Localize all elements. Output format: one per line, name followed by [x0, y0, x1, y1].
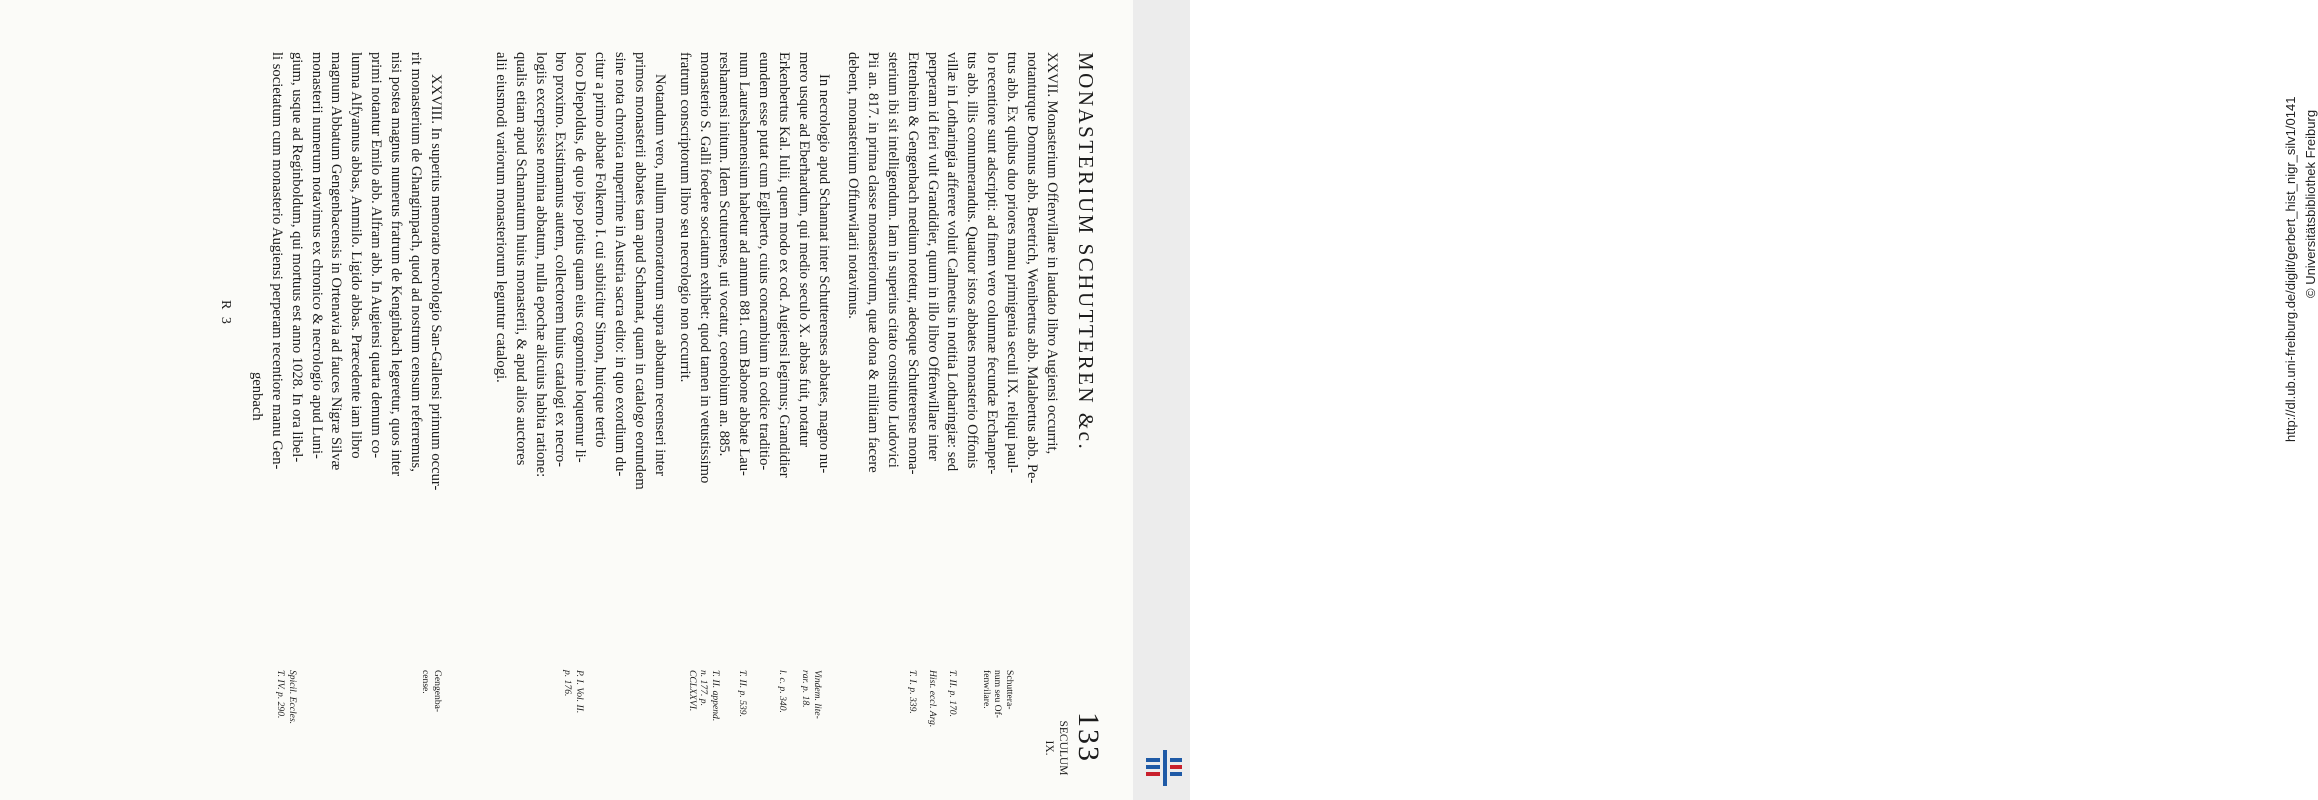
text-line: XXVIII. In superius memorato necrologio San-Gallensi primum occur- [428, 74, 444, 491]
note-line: Spicil. Eccles. [287, 670, 298, 725]
note-line: p. 176. [562, 670, 574, 697]
text-line: loco Diepoldus, de quo ipso potius quam eius cognomine loquemur li- [572, 52, 589, 463]
margin-note: T. I. p. 339. [907, 670, 918, 714]
text-line: XXVII. Monasterium Offenvillare in laudato libro Augiensi occurrit, [1044, 52, 1060, 455]
text-line: fratrum conscriptorum libro seu necrologio non occurrit. [676, 52, 693, 383]
text-line: In necrologio apud Schannat inter Schutterenses abbates, magno nu- [816, 74, 832, 474]
paragraph-xxvii [842, 52, 1061, 662]
note-line: Gengenba- [432, 670, 443, 713]
text-line: rit monasterium de Ghangimpach, quod ad nostrum censum referremus, [408, 52, 425, 472]
text-line: sterium ibi sit intelligendum. Iam in superius citato constituto Ludovici [884, 52, 901, 468]
margin-note: T. II. p. 170. [947, 670, 958, 717]
scanned-page [0, 0, 1133, 800]
text-line: nisi postea magnus numerus fratrum de Kenginbach legeretur, quos inter [388, 52, 405, 477]
note-line: n. 177. p. [698, 670, 710, 706]
text-line: debent, monasterium Offunwilarii notavimus. [844, 52, 861, 319]
copyright-notice: © Universitätsbibliothek Freiburg [2303, 109, 2318, 298]
source-url[interactable]: http://dl.ub.uni-freiburg.de/diglit/gerbert_hist_nigr_silv1/0141 [2283, 96, 2298, 442]
text-line: Pii an. 817. in prima classe monasteriorum, quæ dona & militiam facere [864, 52, 881, 473]
note-line: fenwilare. [981, 670, 992, 709]
margin-note [420, 670, 443, 795]
margin-note [562, 670, 585, 795]
page-number: 133 [1072, 712, 1105, 763]
margin-note [800, 670, 823, 795]
text-line: notanturque Domnus abb. Beretrich, Wenibertus abb. Malabertus abb. Pe- [1024, 52, 1041, 484]
text-line: li societatum cum monasterio Augiensi perperam recentiore manu Gen- [268, 52, 285, 470]
margin-note [275, 670, 298, 795]
margin-note: Hist. eccl. Arg. [927, 670, 938, 728]
text-line: alii eiusmodi variorum monasteriorum leguntur catalogi. [492, 52, 509, 383]
text-line: bro proximo. Existimamus autem, collectorem huius catalogi ex necro- [552, 52, 569, 467]
note-line: Vindem. lite- [812, 670, 823, 719]
text-line: primos monasterii abbates tam apud Schannat, quam in catalogo eorundem [632, 52, 649, 490]
margin-note [687, 670, 722, 795]
text-line: perperam id fieri vult Grandidier, quum in illo libro Offenwillare inter [924, 52, 941, 461]
text-line: Ettenheim & Gengenbach medium notetur, adeoque Schutterense mona- [904, 52, 921, 475]
text-line: mero usque ad Eberhardum, qui medio seculo X. abbas fuit, notatur [796, 52, 813, 448]
text-line: lumna Alfyannus abbas, Ammilo. Ligido abbas. Præcedente iam libro [348, 52, 365, 459]
margin-note: l. c. p. 340. [777, 670, 788, 713]
paragraph-notandum [490, 52, 669, 662]
margin-note [981, 670, 1016, 795]
paragraph-necrologio [674, 52, 833, 662]
note-line: Schuttera- [1004, 670, 1015, 710]
text-line: reshamensi initum. Idem Scuturense, uti vocatur, coenobium an. 885. [716, 52, 733, 457]
text-line: sine nota chronica nuperrime in Austria sacra edito: in quo exordium du- [612, 52, 629, 477]
text-line: magnum Abbatum Gengenbacensis in Ortenavia ad fauces Nigræ Silvæ [328, 52, 345, 471]
text-line: qualis etiam apud Schannatum huius monasterii, & apud alios auctores [512, 52, 529, 466]
text-line: primi notantur Emilo abb. Alfram abb. In Augiensi quarta demum co- [368, 52, 385, 459]
text-line: monasterio S. Galli foedere sociatum exhibet: quod tamen in vetustissimo [696, 52, 713, 484]
paragraph-xxviii [246, 52, 445, 662]
text-line: genbach [248, 372, 265, 421]
seculum-label [1042, 718, 1070, 778]
seculum-number: IX. [1043, 740, 1055, 756]
text-line: logiis excerpsisse nomina abbatum, nulla epochæ alicuius habita ratione: [532, 52, 549, 478]
text-line: num Laureshamensium habetur ad annum 881. cum Babone abbate Lau- [736, 52, 753, 476]
text-line: monasterii numerum notavimus ex chronico & necrologio apud Luni- [308, 52, 325, 459]
text-line: villæ in Lotharingia afferere voluit Calmetus in notitia Lotharingiæ: sed [944, 52, 961, 472]
ub-freiburg-logo-icon[interactable] [1144, 748, 1184, 788]
note-line: P. I. Vol. II. [574, 670, 585, 714]
running-head: MONASTERIUM SCHUTTEREN &c. [1074, 52, 1098, 452]
text-line: citur a primo abbate Folkerno I. cui subiicitur Simon, huicque tertio [592, 52, 609, 448]
seculum-word: SECULUM [1057, 720, 1069, 776]
note-line: num seu Of- [992, 670, 1004, 718]
note-line: T. II. append. [710, 670, 721, 722]
text-line: lo recentiore sunt adscripti: ad finem vero columnæ fecundæ Erchanper- [984, 52, 1001, 475]
note-line: T. IV. p. 290. [275, 670, 287, 719]
note-line: CCLXXVI. [687, 670, 698, 712]
note-line: cense. [420, 670, 432, 694]
text-line: Erkenbertus Kal. Iulii, quem modo ex cod. Augiensi legimus; Grandidier [776, 52, 793, 478]
text-line: tus abb. illis connumerandus. Quatuor istos abbates monasterio Offonis [964, 52, 981, 469]
text-line: eundem esse putat cum Egilberto, cuius concambium in codice traditio- [756, 52, 773, 471]
text-line: Notandum vero, nullum memoratorum supra abbatum recenseri inter [652, 74, 668, 477]
page-rotated-content [0, 0, 1133, 800]
archive-side-strip [1133, 0, 2318, 800]
note-line: rar. p. 18. [800, 670, 812, 708]
signature-mark: R 3 [218, 300, 233, 326]
text-line: gium, usque ad Reginboldum, qui mortuus est anno 1028. In ora libel- [288, 52, 305, 463]
margin-note: T. II. p. 539. [737, 670, 748, 717]
text-line: trus abb. Ex quibus duo priores manu primigenia seculi IX. reliqui paul- [1004, 52, 1021, 474]
